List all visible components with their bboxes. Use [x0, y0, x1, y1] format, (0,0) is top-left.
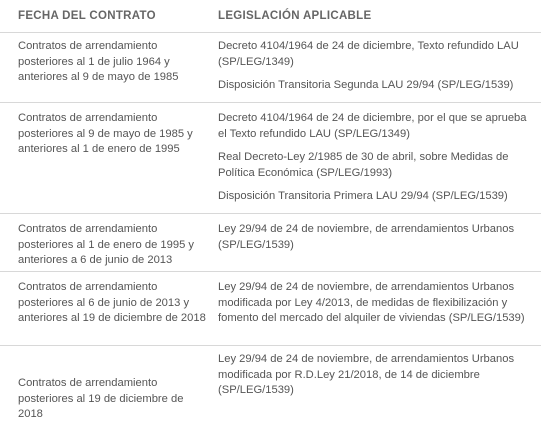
- table-row: [0, 32, 541, 103]
- legislation-column-header: LEGISLACIÓN APLICABLE: [218, 10, 372, 22]
- table-row: [0, 346, 541, 435]
- legislation-item: Ley 29/94 de 24 de noviembre, de arrendamientos Urbanos modificada por R.D.Ley 21/2018, de 14 de diciembre (SP/LEG/1539): [218, 353, 515, 396]
- contract-date-cell: Contratos de arrendamiento posteriores al 1 de julio 1964 y anteriores al 9 de mayo de 1985: [18, 40, 179, 83]
- legislation-cell: [218, 222, 536, 253]
- contract-date-cell: Contratos de arrendamiento posteriores al 6 de junio de 2013 y anteriores al 19 de diciembre de 2018: [18, 281, 206, 324]
- contract-date-cell: Contratos de arrendamiento posteriores al 1 de enero de 1995 y anteriores a 6 de junio de 2013: [18, 223, 195, 266]
- legislation-cell: [218, 111, 536, 205]
- contract-date-column-header: FECHA DEL CONTRATO: [18, 10, 156, 22]
- contract-date-cell: Contratos de arrendamiento posteriores al 19 de diciembre de 2018: [18, 377, 184, 420]
- table-row: [0, 103, 541, 214]
- legislation-cell: [218, 280, 536, 327]
- legislation-item: Decreto 4104/1964 de 24 de diciembre, por el que se aprueba el Texto refundido LAU (SP/LEG/1349): [218, 112, 527, 140]
- legislation-item: Disposición Transitoria Primera LAU 29/94 (SP/LEG/1539): [218, 190, 508, 202]
- legislation-item: Ley 29/94 de 24 de noviembre, de arrendamientos Urbanos (SP/LEG/1539): [218, 223, 515, 251]
- legislation-cell: [218, 352, 536, 399]
- contract-date-cell: Contratos de arrendamiento posteriores al 9 de mayo de 1985 y anteriores al 1 de enero de 1995: [18, 112, 193, 155]
- legislation-item: Ley 29/94 de 24 de noviembre, de arrendamientos Urbanos modificada por Ley 4/2013, de medidas de flexibilización y fomento del mercado del alquiler de viviendas (SP/LEG/1539): [218, 281, 525, 324]
- legislation-cell: [218, 39, 536, 94]
- table-row: [0, 272, 541, 346]
- legislation-item: Decreto 4104/1964 de 24 de diciembre, Texto refundido LAU (SP/LEG/1349): [218, 40, 519, 68]
- table-row: [0, 214, 541, 272]
- table-header: [0, 0, 541, 33]
- legislation-item: Disposición Transitoria Segunda LAU 29/94 (SP/LEG/1539): [218, 79, 514, 91]
- legislation-item: Real Decreto-Ley 2/1985 de 30 de abril, sobre Medidas de Política Económica (SP/LEG/1993): [218, 151, 509, 179]
